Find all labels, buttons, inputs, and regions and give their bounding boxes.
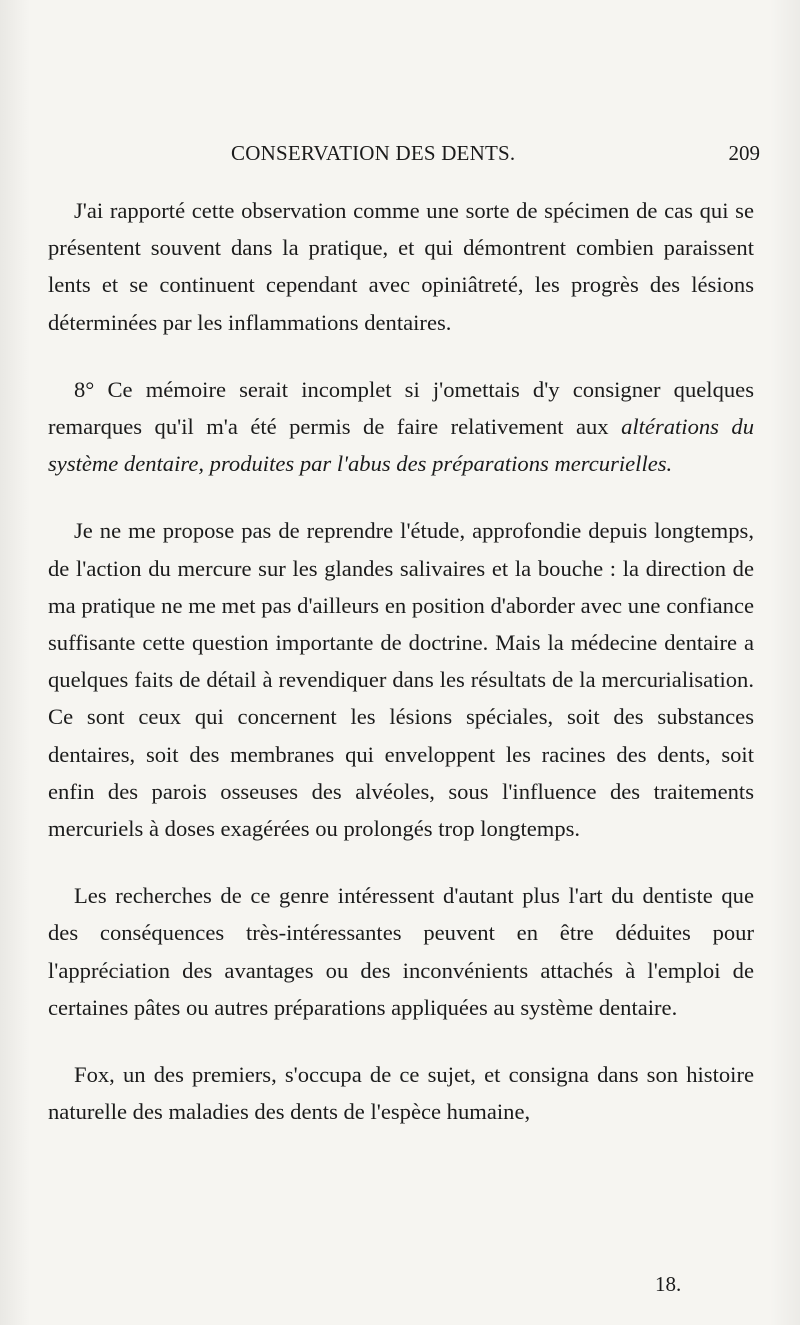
paragraph-4: Les recherches de ce genre intéressent d'autant plus l'art du dentiste que des conséquences très-intéressantes peuvent en être déduites pour l'appréciation des avantages ou des inconvénients attachés à l'emploi de certaines pâtes ou autres préparations appliquées au système dentaire. <box>48 883 754 1020</box>
running-head: CONSERVATION DES DENTS. <box>231 141 516 165</box>
paragraph-2-text: 8° Ce mémoire serait incomplet si j'omettais d'y consigner quelques remarques qu'il m'a été permis de faire relativement aux <box>48 376 754 440</box>
signature-mark: 18. <box>655 1272 682 1296</box>
paragraph-1: J'ai rapporté cette observation comme une sorte de spécimen de cas qui se présentent souvent dans la pratique, et qui démontrent combien paraissent lents et se continuent cependant avec opiniâtreté, les progrès des lésions déterminées par les inflammations dentaires. <box>48 198 754 335</box>
paragraph-3: Je ne me propose pas de reprendre l'étude, approfondie depuis longtemps, de l'action du mercure sur les glandes salivaires et la bouche : la direction de ma pratique ne me met pas d'ailleurs en position d'aborder avec une confiance suffisante cette question importante de doctrine. Mais la médecine dentaire a quelques faits de détail à revendiquer dans les résultats de la mercurialisation. Ce sont ceux qui concernent les lésions spéciales, soit des substances dentaires, soit des membranes qui enveloppent les racines des dents, soit enfin des parois osseuses des alvéoles, sous l'influence des traitements mercuriels à doses exagérées ou prolongés trop longtemps. <box>48 518 754 842</box>
paragraph-2 <box>48 371 754 483</box>
page-header <box>48 141 764 173</box>
paragraph-5: Fox, un des premiers, s'occupa de ce sujet, et consigna dans son histoire naturelle des maladies des dents de l'espèce humaine, <box>48 1062 754 1125</box>
page-number: 209 <box>728 141 760 165</box>
body-text <box>48 192 754 1130</box>
paragraph-2-italic: altérations du système dentaire, produites par l'abus des préparations mercurielles. <box>48 414 755 477</box>
